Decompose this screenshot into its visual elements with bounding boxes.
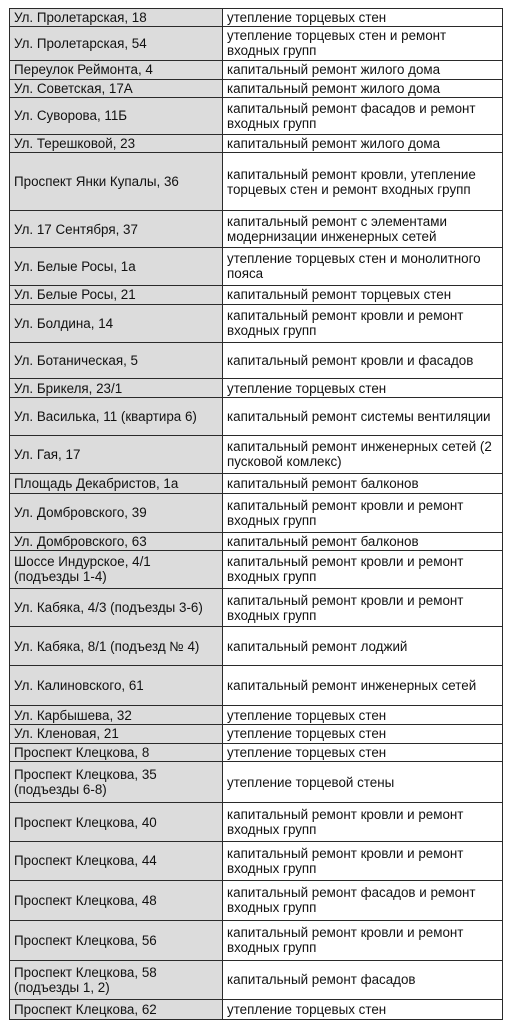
- table-row: [10, 627, 503, 665]
- address-cell: Проспект Клецкова, 56: [10, 921, 223, 960]
- address-cell: Ул. Домбровского, 39: [10, 493, 223, 532]
- address-cell: Проспект Клецкова, 48: [10, 880, 223, 920]
- work-cell: капитальный ремонт инженерных сетей (2 пусковой комлекс): [223, 435, 503, 473]
- address-cell: Шоссе Индурское, 4/1 (подъезды 1-4): [10, 550, 223, 588]
- address-cell: Ул. Советская, 17А: [10, 79, 223, 98]
- table-row: [10, 706, 503, 725]
- repair-schedule-sheet: [9, 8, 502, 1020]
- table-row: [10, 842, 503, 880]
- work-cell: утепление торцевых стен: [223, 379, 503, 398]
- work-cell: утепление торцевых стен: [223, 743, 503, 762]
- work-cell: капитальный ремонт жилого дома: [223, 79, 503, 98]
- table-row: [10, 435, 503, 473]
- address-cell: Проспект Клецкова, 35 (подъезды 6-8): [10, 762, 223, 802]
- table-row: [10, 211, 503, 247]
- address-cell: Ул. Калиновского, 61: [10, 665, 223, 705]
- table-row: [10, 665, 503, 705]
- table-row: [10, 343, 503, 379]
- address-cell: Ул. Белые Росы, 21: [10, 286, 223, 305]
- work-cell: капитальный ремонт с элементами модернизации инженерных сетей: [223, 211, 503, 247]
- table-row: [10, 725, 503, 744]
- table-body: [10, 9, 503, 1020]
- table-row: [10, 493, 503, 532]
- table-row: [10, 153, 503, 211]
- address-cell: Ул. Болдина, 14: [10, 304, 223, 342]
- table-row: [10, 98, 503, 134]
- work-cell: утепление торцевых стен: [223, 725, 503, 744]
- address-cell: Ул. Терешковой, 23: [10, 134, 223, 153]
- work-cell: капитальный ремонт балконов: [223, 473, 503, 493]
- work-cell: капитальный ремонт инженерных сетей: [223, 665, 503, 705]
- address-cell: Ул. Гая, 17: [10, 435, 223, 473]
- work-cell: капитальный ремонт кровли и ремонт входных групп: [223, 493, 503, 532]
- table-row: [10, 999, 503, 1019]
- address-cell: Ул. Суворова, 11Б: [10, 98, 223, 134]
- table-row: [10, 286, 503, 305]
- table-row: [10, 589, 503, 627]
- address-cell: Ул. Василька, 11 (квартира 6): [10, 398, 223, 435]
- address-cell: Ул. Кленовая, 21: [10, 725, 223, 744]
- repair-schedule-table: [9, 8, 503, 1020]
- table-row: [10, 79, 503, 98]
- address-cell: Переулок Реймонта, 4: [10, 60, 223, 79]
- address-cell: Проспект Клецкова, 62: [10, 999, 223, 1019]
- table-row: [10, 921, 503, 960]
- work-cell: капитальный ремонт лоджий: [223, 627, 503, 665]
- work-cell: капитальный ремонт кровли и ремонт входных групп: [223, 842, 503, 880]
- work-cell: капитальный ремонт кровли, утепление торцевых стен и ремонт входных групп: [223, 153, 503, 211]
- work-cell: капитальный ремонт балконов: [223, 533, 503, 551]
- table-row: [10, 802, 503, 841]
- address-cell: Ул. Кабяка, 4/3 (подъезды 3-6): [10, 589, 223, 627]
- address-cell: Проспект Клецкова, 40: [10, 802, 223, 841]
- address-cell: Проспект Клецкова, 58 (подъезды 1, 2): [10, 960, 223, 999]
- work-cell: капитальный ремонт кровли и ремонт входных групп: [223, 589, 503, 627]
- address-cell: Ул. Брикеля, 23/1: [10, 379, 223, 398]
- table-row: [10, 762, 503, 802]
- work-cell: капитальный ремонт кровли и фасадов: [223, 343, 503, 379]
- address-cell: Ул. Белые Росы, 1а: [10, 247, 223, 285]
- table-row: [10, 60, 503, 79]
- table-row: [10, 247, 503, 285]
- work-cell: утепление торцевых стен и ремонт входных групп: [223, 26, 503, 60]
- address-cell: Ул. Пролетарская, 18: [10, 9, 223, 27]
- work-cell: капитальный ремонт фасадов и ремонт входных групп: [223, 98, 503, 134]
- address-cell: Проспект Янки Купалы, 36: [10, 153, 223, 211]
- table-row: [10, 880, 503, 920]
- table-row: [10, 26, 503, 60]
- work-cell: капитальный ремонт фасадов: [223, 960, 503, 999]
- table-row: [10, 304, 503, 342]
- address-cell: Проспект Клецкова, 44: [10, 842, 223, 880]
- address-cell: Проспект Клецкова, 8: [10, 743, 223, 762]
- work-cell: капитальный ремонт кровли и ремонт входных групп: [223, 921, 503, 960]
- work-cell: капитальный ремонт торцевых стен: [223, 286, 503, 305]
- work-cell: утепление торцевых стен: [223, 9, 503, 27]
- address-cell: Ул. Пролетарская, 54: [10, 26, 223, 60]
- work-cell: капитальный ремонт кровли и ремонт входных групп: [223, 802, 503, 841]
- work-cell: утепление торцевой стены: [223, 762, 503, 802]
- work-cell: утепление торцевых стен: [223, 999, 503, 1019]
- work-cell: утепление торцевых стен и монолитного пояса: [223, 247, 503, 285]
- work-cell: утепление торцевых стен: [223, 706, 503, 725]
- table-row: [10, 134, 503, 153]
- table-row: [10, 473, 503, 493]
- table-row: [10, 743, 503, 762]
- work-cell: капитальный ремонт кровли и ремонт входных групп: [223, 550, 503, 588]
- work-cell: капитальный ремонт фасадов и ремонт входных групп: [223, 880, 503, 920]
- address-cell: Площадь Декабристов, 1а: [10, 473, 223, 493]
- address-cell: Ул. 17 Сентября, 37: [10, 211, 223, 247]
- work-cell: капитальный ремонт жилого дома: [223, 60, 503, 79]
- table-row: [10, 550, 503, 588]
- work-cell: капитальный ремонт жилого дома: [223, 134, 503, 153]
- address-cell: Ул. Карбышева, 32: [10, 706, 223, 725]
- address-cell: Ул. Ботаническая, 5: [10, 343, 223, 379]
- address-cell: Ул. Домбровского, 63: [10, 533, 223, 551]
- table-row: [10, 398, 503, 435]
- table-row: [10, 9, 503, 27]
- table-row: [10, 960, 503, 999]
- work-cell: капитальный ремонт кровли и ремонт входных групп: [223, 304, 503, 342]
- address-cell: Ул. Кабяка, 8/1 (подъезд № 4): [10, 627, 223, 665]
- table-row: [10, 379, 503, 398]
- table-row: [10, 533, 503, 551]
- work-cell: капитальный ремонт системы вентиляции: [223, 398, 503, 435]
